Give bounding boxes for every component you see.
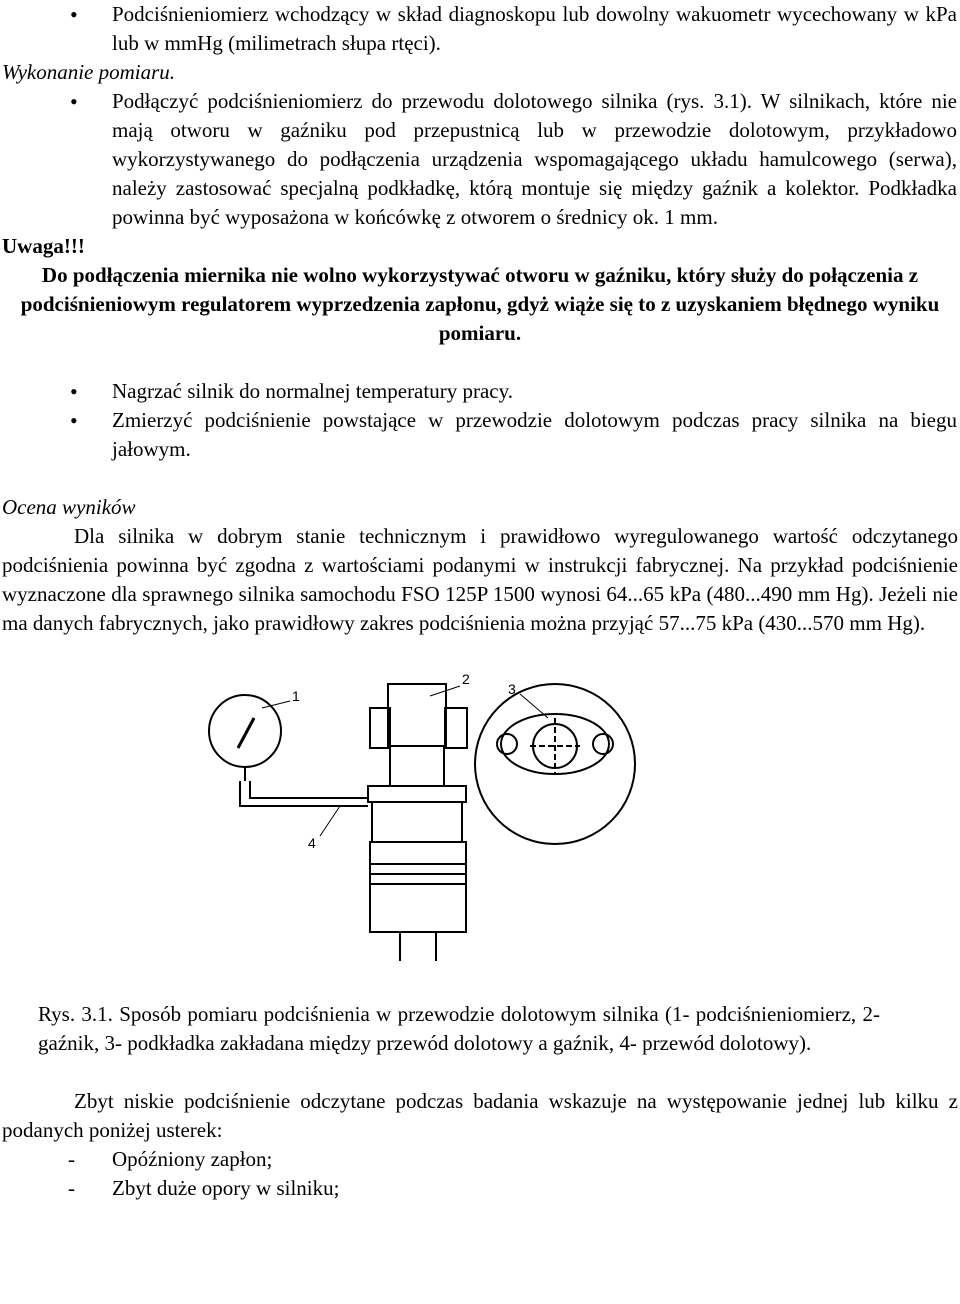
section-heading-execution: Wykonanie pomiaru. — [2, 60, 176, 84]
figure-caption: Rys. 3.1. Sposób pomiaru podciśnienia w przewodzie dolotowym silnika (1- podciśnieniomierz, 2- gaźnik, 3- podkładka zakładana między przewód dolotowy a gaźnik, 4- przewód dolotowy). — [38, 1002, 880, 1055]
list-item: • Podłączyć podciśnieniomierz do przewodu dolotowego silnika (rys. 3.1). W silnikach, które nie mają otworu w gaźniku pod przepustnicą lub w przewodzie dolotowym, przykładowo wykorzystywanego do podłączenia urządzenia wspomagającego układu hamulcowego (serwa), należy zastosować specjalną podkładkę, którą montuje się między gaźnik a kolektor. Podkładka powinna być wyposażona w końcówkę z otworem o średnicy ok. 1 mm. — [70, 89, 957, 229]
results-paragraph: Dla silnika w dobrym stanie technicznym i prawidłowo wyregulowanego wartość odczytanego podciśnienia powinna być zgodna z wartościami podanymi w instrukcji fabrycznej. Na przykład podciśnienie wyznaczone dla sprawnego silnika samochodu FSO 125P 1500 wynosi 64...65 kPa (480...490 mm Hg). Jeżeli nie ma danych fabrycznych, jako prawidłowy zakres podciśnienia można przyjąć 57...75 kPa (430...570 mm Hg). — [2, 524, 958, 635]
label-2: 2 — [462, 671, 470, 687]
warning-text: Do podłączenia miernika nie wolno wykorzystywać otworu w gaźniku, który służy do połączenia z podciśnieniowym regulatorem wyprzedzenia zapłonu, gdyż wiąże się to z uzyskaniem błędnego wyniku pomiaru. — [20, 263, 940, 345]
bullet-icon: • — [70, 379, 78, 404]
section-heading-results: Ocena wyników — [2, 495, 136, 519]
bullet-list-after — [0, 377, 960, 464]
list-item: • Podciśnieniomierz wchodzący w skład diagnoskopu lub dowolny wakuometr wycechowany w kPa lub w mmHg (milimetrach słupa rtęci). — [70, 2, 957, 55]
faults-intro: Zbyt niskie podciśnienie odczytane podczas badania wskazuje na występowanie jednej lub kilku z podanych poniżej usterek: — [2, 1089, 958, 1142]
fault-list — [0, 1145, 960, 1203]
label-3: 3 — [508, 681, 516, 697]
bullet-list-execution — [0, 87, 960, 232]
label-4: 4 — [308, 835, 316, 851]
list-item: - Opóźniony zapłon; — [0, 1145, 960, 1174]
bullet-list-top — [0, 0, 960, 58]
warning-label: Uwaga!!! — [2, 234, 85, 258]
dash-icon: - — [68, 1147, 75, 1171]
dash-icon: - — [68, 1176, 75, 1200]
diagram-illustration — [190, 656, 650, 966]
list-item: • Nagrzać silnik do normalnej temperatury pracy. — [70, 379, 513, 404]
label-1: 1 — [292, 688, 300, 704]
figure-vacuum-measurement — [0, 656, 960, 966]
list-item: - Zbyt duże opory w silniku; — [0, 1174, 960, 1203]
list-item: • Zmierzyć podciśnienie powstające w przewodzie dolotowym podczas pracy silnika na biegu jałowym. — [70, 408, 957, 461]
bullet-icon: • — [70, 408, 78, 433]
bullet-icon: • — [70, 89, 78, 114]
bullet-icon: • — [70, 2, 78, 27]
